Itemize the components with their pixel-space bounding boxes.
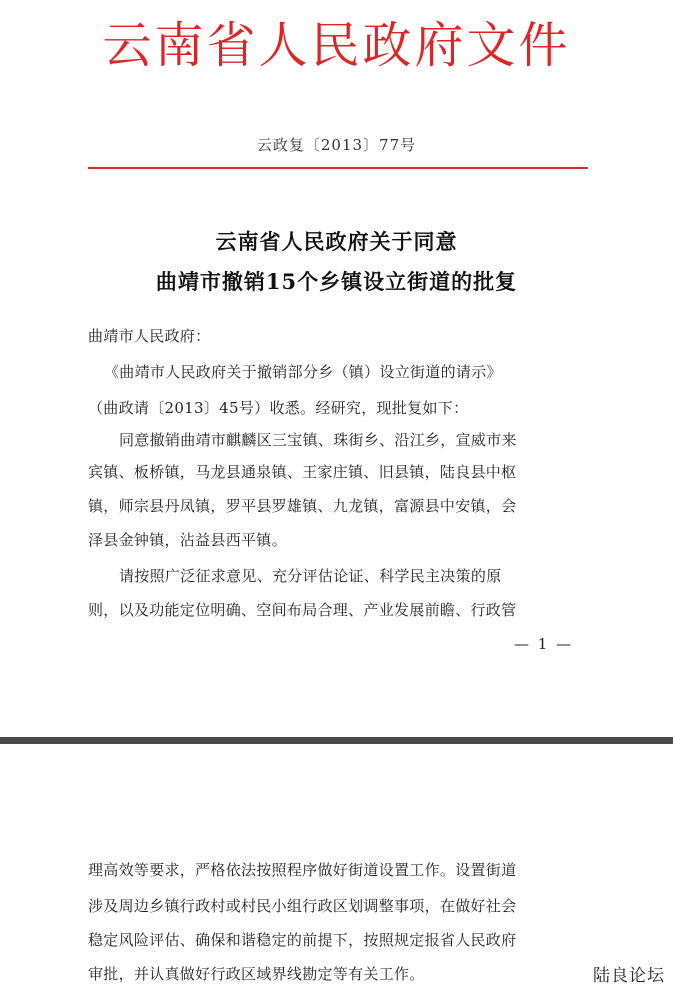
- document-number: 云政复〔2013〕77号: [256, 136, 417, 154]
- page-number: — 1 —: [514, 635, 574, 653]
- body-line: 宾镇、板桥镇，马龙县通泉镇、王家庄镇、旧县镇，陆良县中枢: [88, 463, 517, 481]
- document-title-line-2: 曲靖市撤销15个乡镇设立街道的批复: [155, 269, 518, 294]
- document-title-line-1: 云南省人民政府关于同意: [215, 229, 458, 254]
- body-line: （曲政请〔2013〕45号）收悉。经研究，现批复如下：: [88, 399, 469, 417]
- body-line: 《曲靖市人民政府关于撤销部分乡（镇）设立街道的请示》: [104, 363, 502, 381]
- body-line: 理高效等要求，严格依法按照程序做好街道设置工作。设置街道: [88, 861, 517, 879]
- document-page-2: [0, 744, 673, 990]
- body-line: 则，以及功能定位明确、空间布局合理、产业发展前瞻、行政管: [88, 601, 517, 619]
- body-line: 稳定风险评估、确保和谐稳定的前提下，按照规定报省人民政府: [88, 931, 517, 949]
- red-divider-rule: [88, 167, 588, 169]
- page-separator: [0, 737, 673, 744]
- body-line: 涉及周边乡镇行政村或村民小组行政区划调整事项，在做好社会: [88, 897, 517, 915]
- body-line: 镇，师宗县丹凤镇，罗平县罗雄镇、九龙镇，富源县中安镇，会: [88, 497, 517, 515]
- body-line: 同意撤销曲靖市麒麟区三宝镇、珠街乡、沿江乡，宣威市来: [119, 431, 517, 449]
- forum-watermark: 陆良论坛: [593, 966, 665, 986]
- document-header-title: 云南省人民政府文件: [102, 17, 571, 74]
- body-line: 审批，并认真做好行政区域界线勘定等有关工作。: [88, 965, 425, 983]
- salutation: 曲靖市人民政府：: [88, 327, 211, 345]
- body-line: 泽县金钟镇，沾益县西平镇。: [88, 531, 287, 549]
- body-line: 请按照广泛征求意见、充分评估论证、科学民主决策的原: [119, 567, 502, 585]
